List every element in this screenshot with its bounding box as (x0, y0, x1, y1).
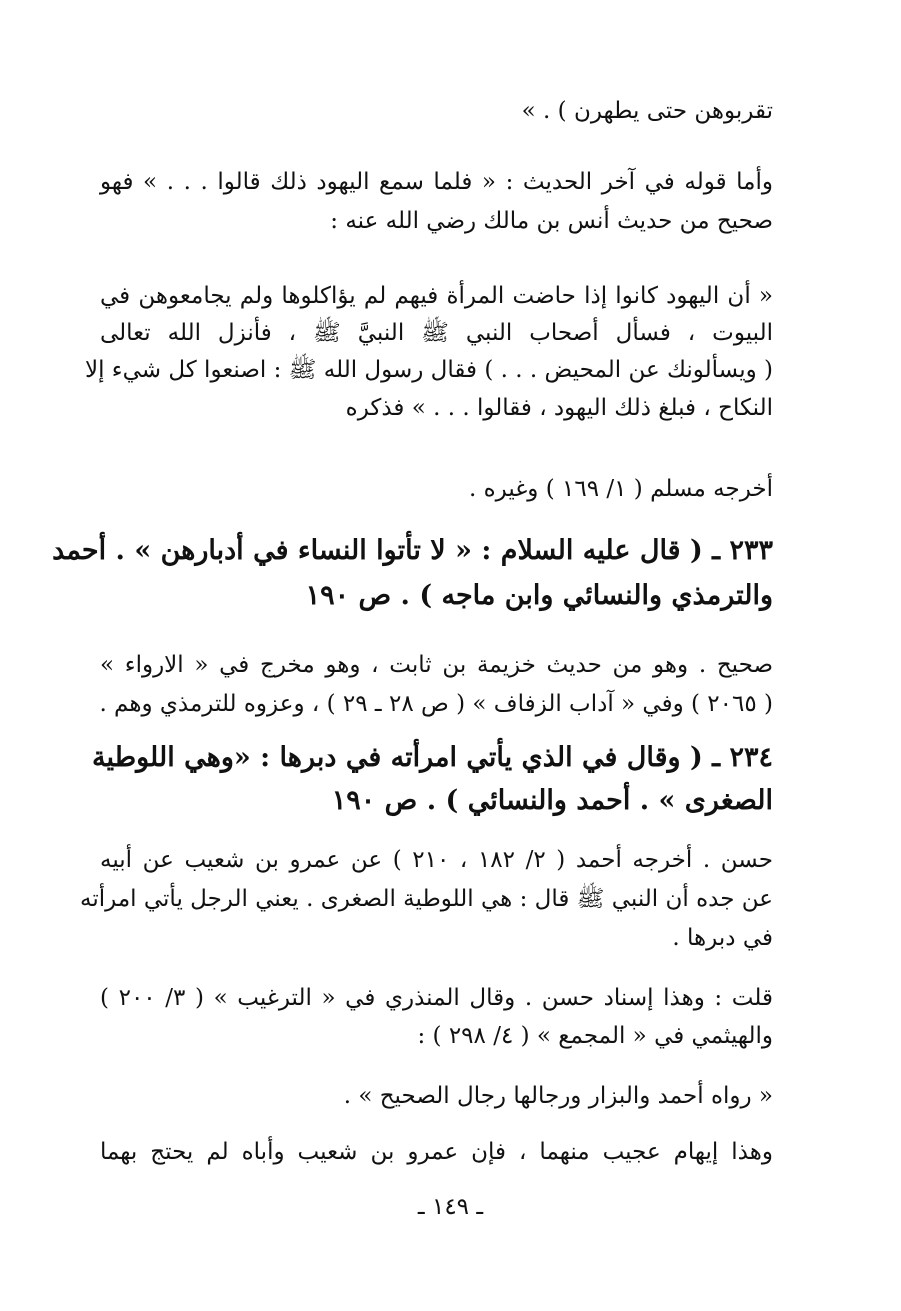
text-line: صحيح . وهو من حديث خزيمة بن ثابت ، وهو مخرج في « الارواء » (100, 652, 773, 678)
text-line: قلت : وهذا إسناد حسن . وقال المنذري في « الترغيب » ( ٣/ ٢٠٠ ) (100, 985, 773, 1011)
text-line: في دبرها . (672, 925, 773, 951)
text-line: والهيثمي في « المجمع » ( ٤/ ٢٩٨ ) : (417, 1023, 773, 1049)
text-line: « أن اليهود كانوا إذا حاضت المرأة فيهم لم يؤاكلوها ولم يجامعوهن في (100, 283, 773, 309)
text-line: ( ٢٠٦٥ ) وفي « آداب الزفاف » ( ص ٢٨ ـ ٢٩ ) ، وعزوه للترمذي وهم . (99, 691, 773, 717)
hadith-heading-234-cont: الصغرى » . أحمد والنسائي ) . ص ١٩٠ (331, 785, 773, 816)
hadith-heading-233-cont: والترمذي والنسائي وابن ماجه ) . ص ١٩٠ (305, 580, 773, 611)
hadith-heading-233: ٢٣٣ ـ ( قال عليه السلام : « لا تأتوا النساء في أدبارهن » . أحمد (52, 535, 773, 566)
text-line: البيوت ، فسأل أصحاب النبي ﷺ النبيَّ ﷺ ، فأنزل الله تعالى (100, 320, 773, 346)
text-line: « رواه أحمد والبزار ورجالها رجال الصحيح » . (343, 1083, 773, 1109)
text-line: وهذا إيهام عجيب منهما ، فإن عمرو بن شعيب وأباه لم يحتج بهما (100, 1139, 773, 1165)
text-line: وأما قوله في آخر الحديث : « فلما سمع اليهود ذلك قالوا . . . » فهو (100, 169, 773, 195)
text-line: صحيح من حديث أنس بن مالك رضي الله عنه : (330, 208, 773, 234)
text-line: حسن . أخرجه أحمد ( ٢/ ١٨٢ ، ٢١٠ ) عن عمرو بن شعيب عن أبيه (100, 847, 774, 873)
text-line: تقربوهن حتى يطهرن ) . » (521, 98, 773, 124)
text-line: ( ويسألونك عن المحيض . . . ) فقال رسول الله ﷺ : اصنعوا كل شيء إلا (84, 357, 773, 383)
text-line: النكاح ، فبلغ ذلك اليهود ، فقالوا . . . » فذكره (345, 395, 773, 421)
text-line: عن جده أن النبي ﷺ قال : هي اللوطية الصغرى . يعني الرجل يأتي امرأته (80, 886, 773, 912)
hadith-heading-234: ٢٣٤ ـ ( وقال في الذي يأتي امرأته في دبرها : «وهي اللوطية (91, 742, 773, 773)
text-line: أخرجه مسلم ( ١/ ١٦٩ ) وغيره . (468, 476, 773, 502)
page-number: ـ ١٤٩ ـ (417, 1194, 484, 1220)
